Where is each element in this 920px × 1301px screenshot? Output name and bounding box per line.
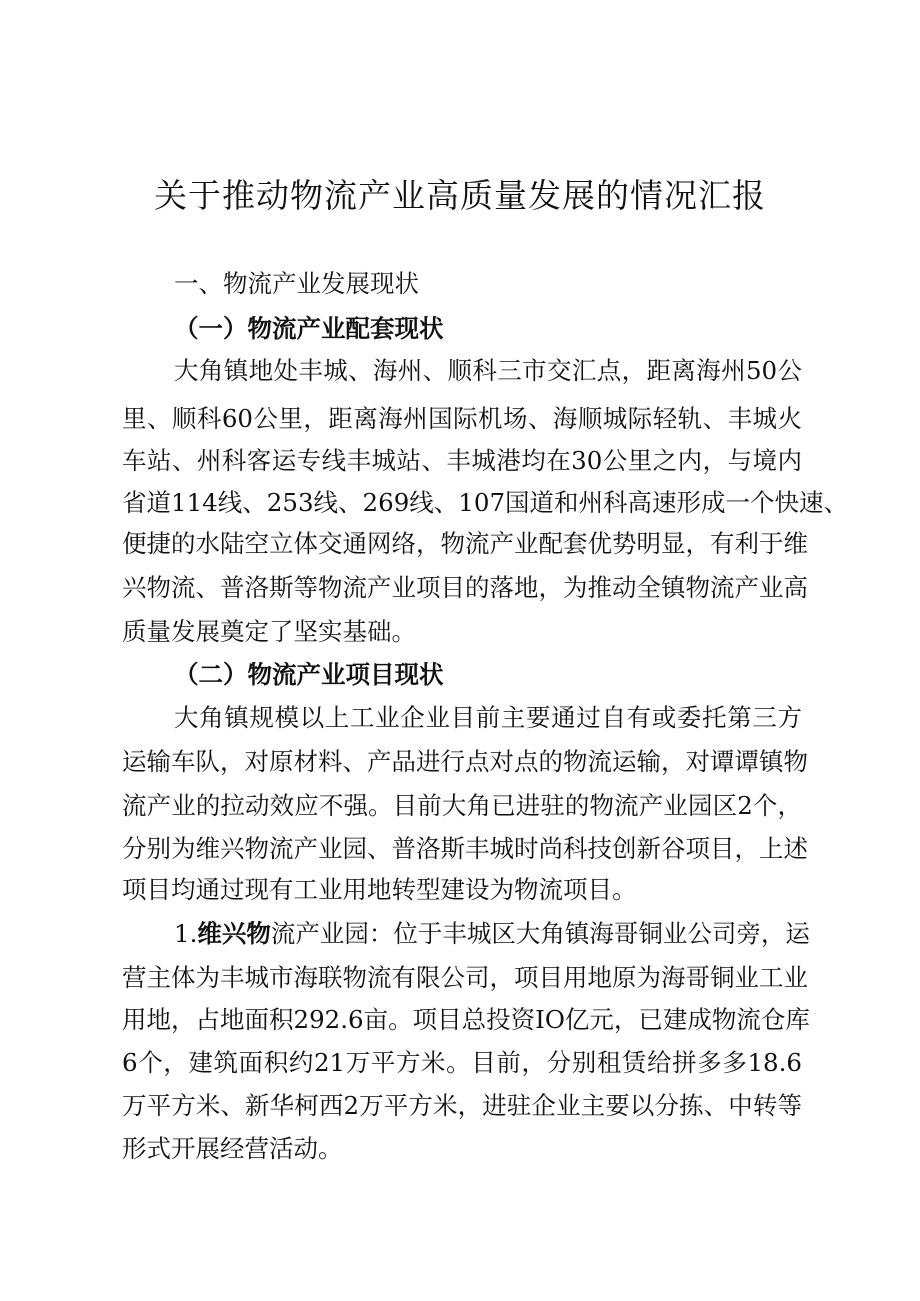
paragraph-line: 分别为维兴物流产业园、普洛斯丰城时尚科技创新谷项目，上述 [122,834,808,863]
list-item-number: 1. [174,919,198,948]
list-item-text: 流产业园：位于丰城区大角镇海哥铜业公司旁，运 [270,919,810,948]
paragraph-line: 里、顺科60公里，距离海州国际机场、海顺城际轻轨、丰城火 [122,404,802,433]
paragraph-line: 6个，建筑面积约21万平方米。目前，分别租赁给拼多多18.6 [122,1048,802,1077]
paragraph-line: 万平方米、新华柯西2万平方米，进驻企业主要以分拣、中转等 [122,1091,802,1120]
paragraph-line: 运输车队，对原材料、产品进行点对点的物流运输，对谭谭镇物 [122,747,808,776]
paragraph-line: 便捷的水陆空立体交通网络，物流产业配套优势明显，有利于维 [122,529,808,558]
paragraph-line: 省道114线、253线、269线、107国道和州科高速形成一个快速、 [122,488,849,517]
paragraph-line: 质量发展奠定了坚实基础。 [122,617,416,646]
paragraph-line: 大角镇规模以上工业企业目前主要通过自有或委托第三方 [174,703,802,732]
paragraph-line: 形式开展经营活动。 [122,1134,343,1163]
list-item-1-first-line [174,916,810,952]
paragraph-line: 用地，占地面积292.6亩。项目总投资IO亿元，已建成物流仓库 [122,1005,810,1034]
section-heading: 一、物流产业发展现状 [174,269,419,298]
paragraph-line: 营主体为丰城市海联物流有限公司，项目用地原为海哥铜业工业 [122,963,808,992]
paragraph-line: 大角镇地处丰城、海州、顺科三市交汇点，距离海州50公 [174,356,802,385]
document-title: 关于推动物流产业高质量发展的情况汇报 [154,176,766,215]
subsection-heading-1: （一）物流产业配套现状 [174,314,444,343]
paragraph-line: 车站、州科客运专线丰城站、丰城港均在30公里之内，与境内 [122,446,802,475]
paragraph-line: 兴物流、普洛斯等物流产业项目的落地，为推动全镇物流产业高 [122,573,808,602]
list-item-bold-label: 维兴物 [197,919,271,948]
paragraph-line: 项目均通过现有工业用地转型建设为物流项目。 [122,875,637,904]
paragraph-line: 流产业的拉动效应不强。目前大角已进驻的物流产业园区2个， [122,791,802,820]
subsection-heading-2: （二）物流产业项目现状 [174,660,444,689]
